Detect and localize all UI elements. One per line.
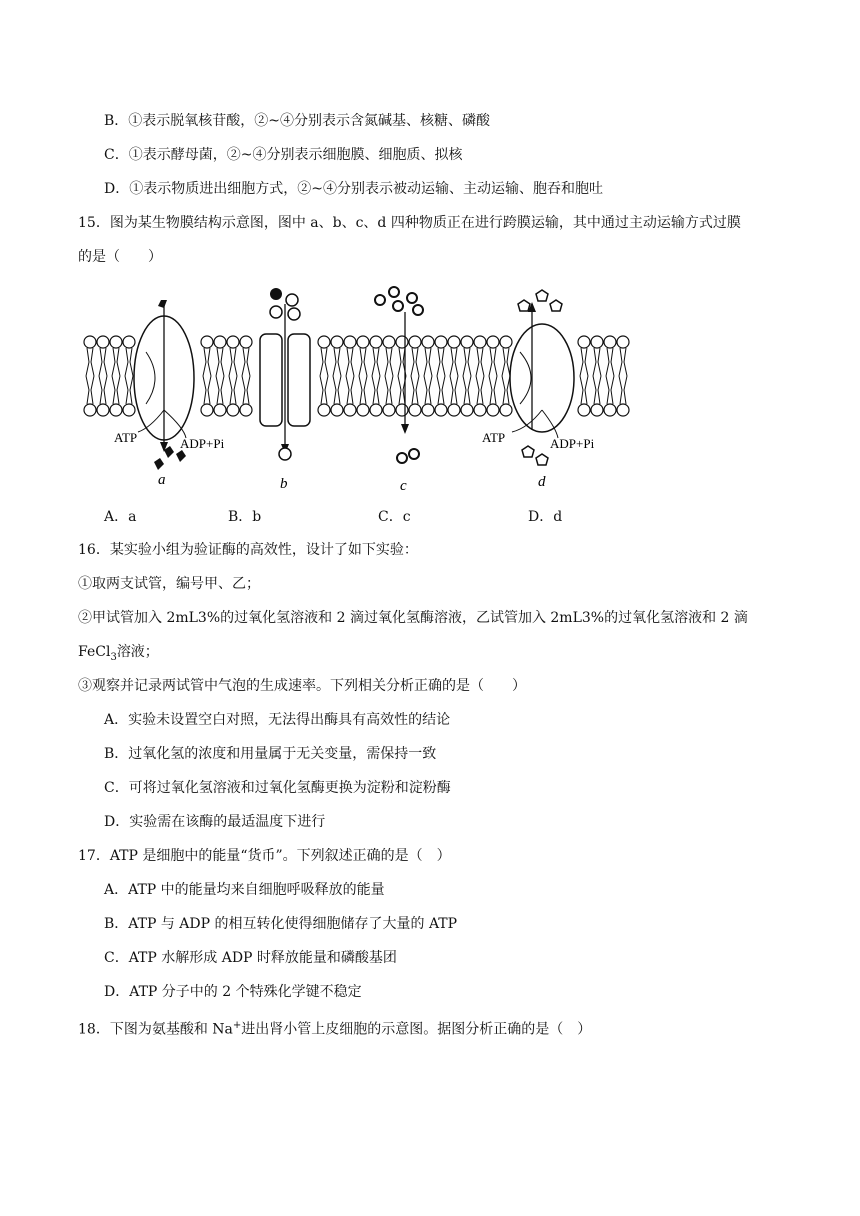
phospholipid	[474, 336, 486, 376]
phospholipid	[227, 336, 239, 376]
phospholipid	[604, 336, 616, 376]
q16-stem: 16．某实验小组为验证酶的高效性，设计了如下实验：	[78, 542, 418, 558]
q15-option-c: C．c	[378, 509, 411, 525]
phospholipid	[435, 336, 447, 376]
q16-step1: ①取两支试管，编号甲、乙；	[78, 576, 260, 592]
molecule-a-top	[158, 300, 167, 308]
q16-option-a: A．实验未设置空白对照，无法得出酶具有高效性的结论	[104, 712, 451, 728]
phospholipid	[318, 376, 330, 416]
phospholipid	[461, 336, 473, 376]
phospholipid	[214, 376, 226, 416]
atp-label-right: ATP	[482, 430, 506, 445]
q15-option-b: B．b	[228, 509, 262, 525]
q15-stem-line2: 的是（ ）	[78, 249, 162, 265]
phospholipid	[578, 336, 590, 376]
adp-label-right: ADP+Pi	[550, 436, 595, 451]
label-a: a	[158, 472, 166, 488]
label-d: d	[538, 474, 546, 490]
q15-option-d: D．d	[528, 509, 563, 525]
phospholipid	[617, 376, 629, 416]
phospholipid	[461, 376, 473, 416]
phospholipid	[214, 336, 226, 376]
q14-option-d: D．①表示物质进出细胞方式，②~④分别表示被动运输、主动运输、胞吞和胞吐	[104, 181, 603, 197]
phospholipid	[487, 376, 499, 416]
phospholipid	[370, 376, 382, 416]
phospholipid	[318, 336, 330, 376]
q14-option-b: B．①表示脱氧核苷酸，②~④分别表示含氮碱基、核糖、磷酸	[104, 113, 491, 129]
q16-step3: ③观察并记录两试管中气泡的生成速率。下列相关分析正确的是（ ）	[78, 678, 526, 694]
label-c: c	[400, 478, 407, 492]
phospholipid	[591, 336, 603, 376]
phospholipid	[409, 336, 421, 376]
q17-option-d: D．ATP 分子中的 2 个特殊化学键不稳定	[104, 984, 362, 1000]
phospholipid	[396, 336, 408, 376]
phospholipid	[84, 376, 96, 416]
phospholipid	[240, 336, 252, 376]
phospholipid	[97, 376, 109, 416]
membrane-transport-figure	[80, 282, 640, 492]
phospholipid	[331, 376, 343, 416]
q16-step2-line2: FeCl$_3$溶液；	[78, 644, 159, 663]
phospholipid	[422, 376, 434, 416]
phospholipid	[578, 376, 590, 416]
phospholipid	[84, 336, 96, 376]
q16-option-c: C．可将过氧化氢溶液和过氧化氢酶更换为淀粉和淀粉酶	[104, 780, 451, 796]
phospholipid	[487, 336, 499, 376]
carrier-protein-d	[510, 324, 574, 432]
phospholipid	[474, 376, 486, 416]
phospholipid	[383, 376, 395, 416]
channel-protein-b-left	[260, 334, 282, 426]
phospholipid	[123, 336, 135, 376]
phospholipid	[344, 336, 356, 376]
phospholipid	[227, 376, 239, 416]
phospholipid	[357, 376, 369, 416]
phospholipid	[357, 336, 369, 376]
phospholipid	[240, 376, 252, 416]
q14-option-c: C．①表示酵母菌，②~④分别表示细胞膜、细胞质、拟核	[104, 147, 463, 163]
phospholipid	[448, 336, 460, 376]
phospholipid	[383, 336, 395, 376]
phospholipid	[110, 376, 122, 416]
phospholipid	[201, 376, 213, 416]
phospholipid	[448, 376, 460, 416]
phospholipid	[97, 336, 109, 376]
phospholipid	[591, 376, 603, 416]
phospholipid	[123, 376, 135, 416]
label-b: b	[280, 476, 288, 492]
phospholipid	[435, 376, 447, 416]
q16-option-b: B．过氧化氢的浓度和用量属于无关变量，需保持一致	[104, 746, 437, 762]
adp-label-left: ADP+Pi	[180, 436, 225, 451]
q17-option-b: B．ATP 与 ADP 的相互转化使得细胞储存了大量的 ATP	[104, 916, 458, 932]
phospholipid	[422, 336, 434, 376]
phospholipid	[331, 336, 343, 376]
phospholipid	[344, 376, 356, 416]
phospholipid	[370, 336, 382, 376]
phospholipid	[409, 376, 421, 416]
q17-option-a: A．ATP 中的能量均来自细胞呼吸释放的能量	[104, 882, 385, 898]
phospholipid	[110, 336, 122, 376]
q16-step2-line1: ②甲试管加入 2mL3%的过氧化氢溶液和 2 滴过氧化氢酶溶液，乙试管加入 2mL3%的过氧化氢溶液和 2 滴	[78, 610, 748, 626]
q17-option-c: C．ATP 水解形成 ADP 时释放能量和磷酸基团	[104, 950, 397, 966]
q15-stem-line1: 15．图为某生物膜结构示意图，图中 a、b、c、d 四种物质正在进行跨膜运输，其中通过主动运输方式过膜	[78, 215, 741, 231]
phospholipid	[617, 336, 629, 376]
q15-option-a: A．a	[104, 509, 137, 525]
phospholipid	[396, 376, 408, 416]
q16-option-d: D．实验需在该酶的最适温度下进行	[104, 814, 326, 830]
phospholipid	[201, 336, 213, 376]
q18-stem: 18．下图为氨基酸和 Na+进出肾小管上皮细胞的示意图。据图分析正确的是（ ）	[78, 1020, 592, 1038]
q15-options	[104, 506, 704, 526]
channel-protein-b-right	[288, 334, 310, 426]
phospholipid	[604, 376, 616, 416]
q17-stem: 17．ATP 是细胞中的能量“货币”。下列叙述正确的是（ ）	[78, 848, 451, 864]
atp-label-left: ATP	[114, 430, 138, 445]
